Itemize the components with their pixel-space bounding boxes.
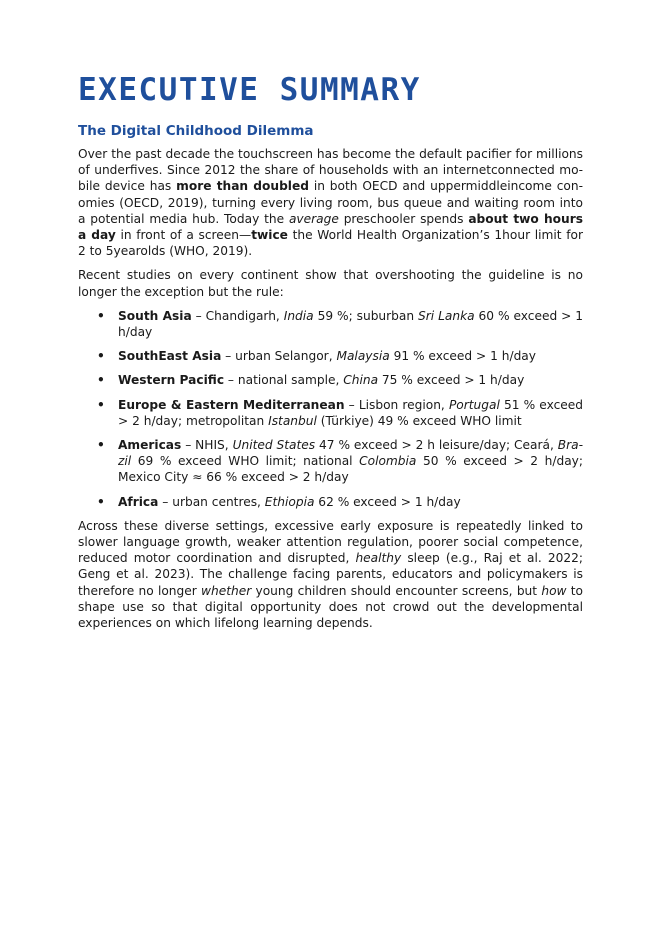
text-run: – Lisbon region, — [344, 397, 449, 412]
text-run: to shape use so that digital opportunity does not crowd out the developmental experiences on which lifelong learning depends. — [78, 583, 584, 631]
country-name: Portugal — [448, 397, 500, 412]
text-run: – Chandigarh, — [191, 308, 284, 323]
text-run: in both OECD and uppermiddleincome conomies (OECD, 2019), turning every living room, bus queue and waiting room into a potential media hub. Today the — [78, 179, 584, 226]
italic-run: healthy — [355, 551, 402, 566]
page-title: EXECUTIVE SUMMARY — [78, 72, 421, 108]
text-run: 50 % exceed > 2 h/day; Mexico City ≈ 66 % exceed > 2 h/day — [118, 454, 583, 485]
list-item-africa — [97, 494, 583, 510]
text-run: (Türkiye) 49 % exceed WHO limit — [316, 413, 522, 428]
section-heading: The Digital Childhood Dilemma — [78, 123, 314, 139]
text-run: preschooler spends — [338, 211, 469, 226]
list-item-south-asia — [97, 308, 583, 340]
text-run: 91 % exceed > 1 h/day — [389, 349, 536, 364]
paragraph-lead-in: Recent studies on every continent show that overshooting the guideline is no longer the exception but the rule: — [78, 268, 583, 299]
region-name: Europe & Eastern Mediterranean — [118, 397, 345, 412]
country-name: Malaysia — [336, 349, 390, 364]
text-run: 59 %; suburban — [313, 308, 419, 323]
bullet-icon: • — [97, 397, 105, 412]
region-name: Western Pacific — [118, 373, 225, 388]
text-run: 62 % exceed > 1 h/day — [314, 494, 461, 509]
list-item-europe — [97, 397, 584, 429]
list-item-southeast-asia — [97, 348, 583, 364]
text-run: sleep (e.g., Raj et al. 2022; Geng et al. 2023). The challenge facing parents, educators and policymakers is therefore no longer — [78, 551, 583, 598]
italic-run: whether — [201, 583, 252, 598]
country-name: Ethiopia — [264, 494, 315, 509]
city-name: Istanbul — [268, 413, 317, 428]
paragraph-conclusion — [78, 518, 583, 631]
bold-run: twice — [251, 228, 288, 243]
country-name: India — [283, 308, 314, 323]
paragraph-intro — [78, 146, 583, 259]
text-run: 47 % exceed > 2 h leisure/day; Ceará, — [315, 438, 558, 453]
italic-run: how — [541, 583, 567, 598]
bullet-icon: • — [97, 349, 105, 364]
bullet-icon: • — [97, 373, 105, 388]
text-run: – urban Selangor, — [221, 349, 337, 364]
region-name: Africa — [118, 494, 159, 509]
text-run: 69 % exceed WHO limit; national — [131, 454, 360, 469]
country-name: China — [343, 373, 379, 388]
text-run: – NHIS, — [181, 438, 233, 453]
region-name: South Asia — [118, 308, 192, 323]
bullet-icon: • — [97, 308, 105, 323]
italic-run: average — [288, 211, 339, 226]
text-run: Over the past decade the touchscreen has become the default pacifier for millions of underfives. Since 2012 the share of households with an internetconnected mobile device has — [78, 147, 583, 194]
country-name: United States — [232, 438, 316, 453]
region-name: Americas — [118, 438, 182, 453]
text-run: 60 % exceed > 1 h/day — [118, 308, 583, 340]
text-run: 51 % exceed > 2 h/day; metropolitan — [118, 397, 584, 428]
bullet-icon: • — [97, 494, 105, 509]
country-name: Colombia — [359, 454, 417, 469]
text-run: in front of a screen— — [115, 228, 252, 243]
text-run: – urban centres, — [158, 494, 265, 509]
text-run: 75 % exceed > 1 h/day — [378, 373, 525, 388]
region-list — [78, 308, 583, 510]
section-body — [78, 146, 583, 639]
list-item-western-pacific — [97, 372, 583, 388]
country-name: Brazil — [118, 438, 584, 469]
text-run: young children should encounter screens, but — [251, 583, 542, 598]
bold-run: more than doubled — [176, 179, 309, 194]
country-name: Sri Lanka — [418, 308, 475, 323]
region-name: SouthEast Asia — [118, 349, 222, 364]
text-run: the World Health Organization’s 1hour limit for 2 to 5yearolds (WHO, 2019). — [78, 228, 583, 259]
list-item-americas — [97, 437, 584, 486]
text-run: Across these diverse settings, excessive early exposure is repeatedly linked to slower language growth, weaker attention regulation, poorer social competence, reduced motor coordination and disrupted, — [78, 518, 583, 566]
text-run: – national sample, — [224, 373, 344, 388]
bullet-icon: • — [97, 438, 105, 453]
bold-run: about two hours a day — [78, 211, 583, 243]
